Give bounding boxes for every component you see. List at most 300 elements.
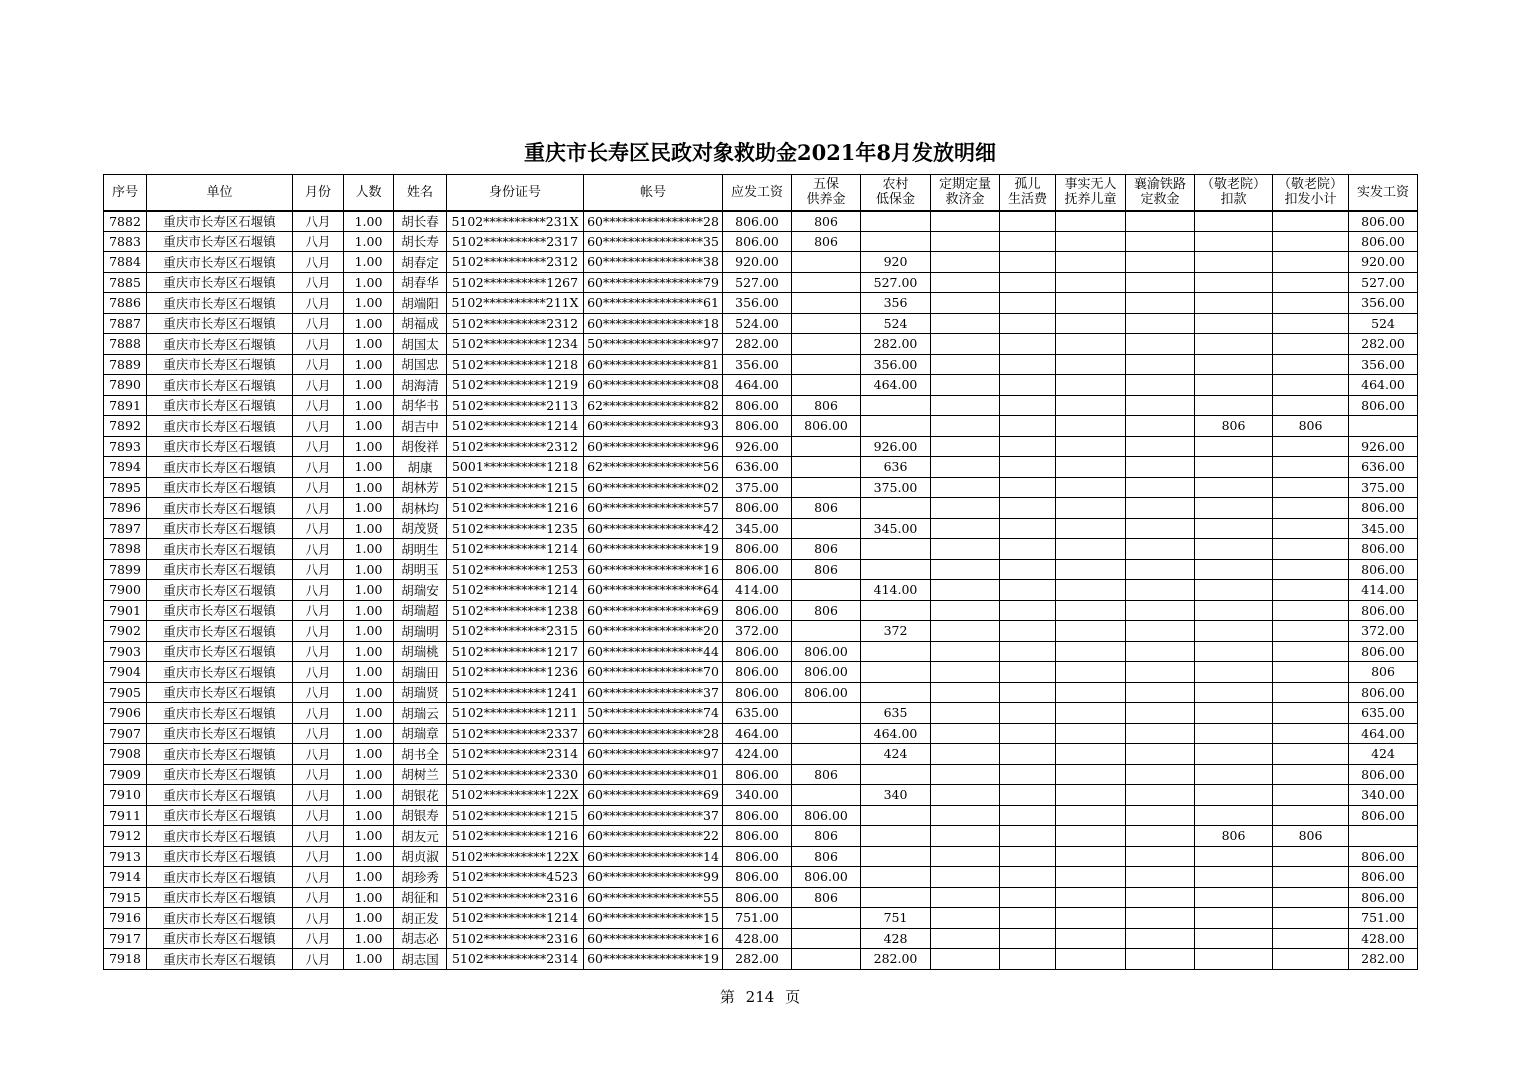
page-number-footer xyxy=(0,986,1520,1007)
table-row xyxy=(104,375,1418,396)
table-cell: 重庆市长寿区石堰镇 xyxy=(147,928,293,949)
table-cell: 7893 xyxy=(104,436,147,457)
table-cell: 5102**********1253 xyxy=(447,559,584,580)
table-cell xyxy=(792,928,861,949)
table-cell: 胡国忠 xyxy=(394,354,447,375)
table-cell: 胡华书 xyxy=(394,395,447,416)
table-cell: 5102**********1216 xyxy=(447,498,584,519)
table-cell xyxy=(792,334,861,355)
table-cell xyxy=(931,293,1000,314)
table-cell xyxy=(1000,703,1056,724)
table-cell: 527.00 xyxy=(723,272,792,293)
table-cell xyxy=(1000,805,1056,826)
table-cell xyxy=(1273,887,1349,908)
table-row xyxy=(104,744,1418,765)
table-cell: 5102**********2337 xyxy=(447,723,584,744)
relief-payment-table xyxy=(103,174,1418,970)
table-cell: 60****************44 xyxy=(584,641,723,662)
table-cell: 八月 xyxy=(293,252,344,273)
table-cell xyxy=(1126,744,1195,765)
table-row xyxy=(104,334,1418,355)
table-cell: 60****************14 xyxy=(584,846,723,867)
table-cell: 胡瑞云 xyxy=(394,703,447,724)
table-cell xyxy=(1000,375,1056,396)
table-cell: 胡树兰 xyxy=(394,764,447,785)
table-cell: 806 xyxy=(792,764,861,785)
table-cell xyxy=(931,498,1000,519)
table-cell xyxy=(931,744,1000,765)
table-cell: 7914 xyxy=(104,867,147,888)
table-cell: 636 xyxy=(861,457,931,478)
table-cell xyxy=(1000,867,1056,888)
table-cell xyxy=(1000,662,1056,683)
table-cell xyxy=(1273,457,1349,478)
column-header-line1: 月份 xyxy=(304,184,331,200)
table-cell xyxy=(1056,375,1126,396)
table-cell: 1.00 xyxy=(344,395,394,416)
table-cell: 7906 xyxy=(104,703,147,724)
table-cell xyxy=(1273,621,1349,642)
table-cell xyxy=(1000,334,1056,355)
table-cell: 806 xyxy=(792,826,861,847)
table-cell: 胡春定 xyxy=(394,252,447,273)
table-cell: 5102**********1216 xyxy=(447,826,584,847)
table-cell: 5102**********1215 xyxy=(447,805,584,826)
table-cell xyxy=(1126,252,1195,273)
page-number: 214 xyxy=(745,988,775,1006)
table-cell: 1.00 xyxy=(344,334,394,355)
table-cell: 356.00 xyxy=(723,293,792,314)
table-cell: 926.00 xyxy=(1349,436,1418,457)
table-cell: 八月 xyxy=(293,621,344,642)
table-cell xyxy=(1273,662,1349,683)
table-cell xyxy=(1273,805,1349,826)
table-cell: 7915 xyxy=(104,887,147,908)
table-cell: 62****************82 xyxy=(584,395,723,416)
table-cell xyxy=(1195,436,1273,457)
table-cell xyxy=(1273,785,1349,806)
table-cell: 1.00 xyxy=(344,539,394,560)
table-cell xyxy=(1126,498,1195,519)
table-cell: 1.00 xyxy=(344,723,394,744)
table-cell xyxy=(792,744,861,765)
table-cell: 806.00 xyxy=(1349,805,1418,826)
table-cell: 重庆市长寿区石堰镇 xyxy=(147,703,293,724)
table-cell: 5102**********1219 xyxy=(447,375,584,396)
table-cell xyxy=(931,621,1000,642)
table-cell: 7902 xyxy=(104,621,147,642)
table-cell: 胡志必 xyxy=(394,928,447,949)
table-cell: 806 xyxy=(792,559,861,580)
table-cell: 1.00 xyxy=(344,231,394,252)
table-cell xyxy=(1000,949,1056,970)
table-cell xyxy=(1126,354,1195,375)
table-cell xyxy=(1126,928,1195,949)
table-cell: 356.00 xyxy=(1349,354,1418,375)
table-cell: 八月 xyxy=(293,416,344,437)
table-cell xyxy=(861,805,931,826)
table-cell xyxy=(1195,375,1273,396)
table-cell: 7912 xyxy=(104,826,147,847)
table-cell: 751.00 xyxy=(723,908,792,929)
table-cell xyxy=(1000,272,1056,293)
table-cell: 7883 xyxy=(104,231,147,252)
table-cell xyxy=(1056,805,1126,826)
table-cell: 八月 xyxy=(293,293,344,314)
table-cell: 胡长春 xyxy=(394,211,447,232)
table-cell: 5102**********1238 xyxy=(447,600,584,621)
table-cell: 60****************37 xyxy=(584,682,723,703)
table-cell xyxy=(1056,354,1126,375)
table-cell: 806.00 xyxy=(1349,641,1418,662)
table-cell: 1.00 xyxy=(344,621,394,642)
table-cell: 806.00 xyxy=(723,826,792,847)
table-row xyxy=(104,272,1418,293)
table-cell: 926.00 xyxy=(861,436,931,457)
table-cell: 胡长寿 xyxy=(394,231,447,252)
table-cell: 7904 xyxy=(104,662,147,683)
table-cell: 7909 xyxy=(104,764,147,785)
table-cell: 胡康 xyxy=(394,457,447,478)
column-header xyxy=(147,175,293,211)
table-row xyxy=(104,354,1418,375)
table-cell xyxy=(1000,457,1056,478)
table-cell: 5102**********2317 xyxy=(447,231,584,252)
table-cell xyxy=(792,580,861,601)
table-cell: 7894 xyxy=(104,457,147,478)
table-row xyxy=(104,477,1418,498)
table-cell xyxy=(1000,498,1056,519)
table-cell xyxy=(1126,477,1195,498)
table-cell: 八月 xyxy=(293,518,344,539)
table-cell xyxy=(1126,416,1195,437)
table-cell: 806.00 xyxy=(1349,682,1418,703)
table-cell: 八月 xyxy=(293,744,344,765)
table-cell: 重庆市长寿区石堰镇 xyxy=(147,293,293,314)
column-header-line1: 序号 xyxy=(111,184,138,200)
table-cell: 60****************69 xyxy=(584,600,723,621)
table-cell: 424 xyxy=(861,744,931,765)
table-cell xyxy=(1273,334,1349,355)
table-cell: 806.00 xyxy=(723,682,792,703)
table-cell: 八月 xyxy=(293,272,344,293)
table-cell xyxy=(1056,580,1126,601)
table-cell xyxy=(1195,887,1273,908)
table-cell: 重庆市长寿区石堰镇 xyxy=(147,805,293,826)
table-cell: 八月 xyxy=(293,826,344,847)
table-cell: 重庆市长寿区石堰镇 xyxy=(147,395,293,416)
table-cell: 重庆市长寿区石堰镇 xyxy=(147,621,293,642)
table-cell xyxy=(1195,231,1273,252)
table-cell xyxy=(1273,723,1349,744)
header-row xyxy=(104,175,1418,211)
table-cell: 胡瑞桃 xyxy=(394,641,447,662)
table-cell xyxy=(931,764,1000,785)
table-cell: 7907 xyxy=(104,723,147,744)
table-cell xyxy=(1195,723,1273,744)
column-header-line2: 救济金 xyxy=(945,192,985,208)
table-cell xyxy=(1056,416,1126,437)
column-header xyxy=(1056,175,1126,211)
column-header-line1: （敬老院） xyxy=(1200,177,1266,193)
table-cell: 重庆市长寿区石堰镇 xyxy=(147,559,293,580)
table-cell: 806 xyxy=(1273,416,1349,437)
table-cell: 7898 xyxy=(104,539,147,560)
table-row xyxy=(104,518,1418,539)
table-cell: 1.00 xyxy=(344,457,394,478)
table-row xyxy=(104,887,1418,908)
table-cell xyxy=(1000,436,1056,457)
column-header xyxy=(723,175,792,211)
table-cell: 60****************42 xyxy=(584,518,723,539)
table-cell xyxy=(1000,600,1056,621)
table-cell: 7892 xyxy=(104,416,147,437)
table-cell: 八月 xyxy=(293,211,344,232)
table-cell: 7899 xyxy=(104,559,147,580)
table-cell xyxy=(1349,416,1418,437)
table-cell xyxy=(1126,313,1195,334)
table-cell xyxy=(1056,723,1126,744)
table-cell: 806.00 xyxy=(723,211,792,232)
table-cell xyxy=(931,436,1000,457)
table-cell: 八月 xyxy=(293,457,344,478)
table-cell xyxy=(1126,641,1195,662)
table-cell: 重庆市长寿区石堰镇 xyxy=(147,846,293,867)
table-cell: 胡银寿 xyxy=(394,805,447,826)
table-cell: 7910 xyxy=(104,785,147,806)
table-cell: 282.00 xyxy=(723,949,792,970)
table-cell: 356.00 xyxy=(861,354,931,375)
table-cell: 7885 xyxy=(104,272,147,293)
table-cell: 806.00 xyxy=(1349,764,1418,785)
column-header xyxy=(1273,175,1349,211)
table-cell: 胡珍秀 xyxy=(394,867,447,888)
table-cell xyxy=(931,846,1000,867)
table-cell xyxy=(792,518,861,539)
table-row xyxy=(104,621,1418,642)
table-cell: 胡友元 xyxy=(394,826,447,847)
table-cell: 414.00 xyxy=(723,580,792,601)
table-cell: 5102**********2315 xyxy=(447,621,584,642)
table-cell: 60****************18 xyxy=(584,313,723,334)
table-cell: 八月 xyxy=(293,600,344,621)
table-cell: 806.00 xyxy=(723,600,792,621)
table-cell: 926.00 xyxy=(723,436,792,457)
table-cell: 胡书全 xyxy=(394,744,447,765)
table-cell xyxy=(1000,231,1056,252)
table-cell xyxy=(1000,252,1056,273)
table-cell: 1.00 xyxy=(344,436,394,457)
table-cell: 372 xyxy=(861,621,931,642)
table-cell: 806.00 xyxy=(723,641,792,662)
table-cell xyxy=(1195,846,1273,867)
table-cell: 920 xyxy=(861,252,931,273)
table-row xyxy=(104,457,1418,478)
table-cell xyxy=(1273,293,1349,314)
table-cell: 5102**********1214 xyxy=(447,908,584,929)
table-cell xyxy=(1056,928,1126,949)
table-cell xyxy=(1126,395,1195,416)
table-cell: 345.00 xyxy=(1349,518,1418,539)
table-cell xyxy=(931,231,1000,252)
column-header xyxy=(344,175,394,211)
table-cell: 重庆市长寿区石堰镇 xyxy=(147,375,293,396)
table-cell: 胡林芳 xyxy=(394,477,447,498)
table-cell xyxy=(1056,211,1126,232)
table-cell: 八月 xyxy=(293,949,344,970)
table-cell xyxy=(1000,908,1056,929)
table-cell xyxy=(792,457,861,478)
table-cell: 806.00 xyxy=(723,395,792,416)
table-row xyxy=(104,436,1418,457)
table-row xyxy=(104,600,1418,621)
table-cell: 重庆市长寿区石堰镇 xyxy=(147,641,293,662)
table-cell: 636.00 xyxy=(1349,457,1418,478)
table-cell: 806.00 xyxy=(723,764,792,785)
table-cell xyxy=(1195,539,1273,560)
table-cell: 282.00 xyxy=(723,334,792,355)
table-cell: 八月 xyxy=(293,313,344,334)
table-cell xyxy=(1195,600,1273,621)
table-cell xyxy=(1273,498,1349,519)
table-cell xyxy=(1195,313,1273,334)
table-cell xyxy=(1126,600,1195,621)
table-cell: 重庆市长寿区石堰镇 xyxy=(147,518,293,539)
table-cell: 464.00 xyxy=(723,723,792,744)
table-row xyxy=(104,723,1418,744)
table-cell xyxy=(1195,354,1273,375)
table-cell xyxy=(1056,703,1126,724)
table-cell: 重庆市长寿区石堰镇 xyxy=(147,580,293,601)
table-cell xyxy=(1056,600,1126,621)
table-cell: 7895 xyxy=(104,477,147,498)
table-cell: 428.00 xyxy=(723,928,792,949)
table-cell: 60****************28 xyxy=(584,211,723,232)
table-cell xyxy=(1000,887,1056,908)
table-cell: 428.00 xyxy=(1349,928,1418,949)
table-cell: 胡征和 xyxy=(394,887,447,908)
table-cell: 60****************99 xyxy=(584,867,723,888)
table-cell xyxy=(1126,908,1195,929)
table-cell: 重庆市长寿区石堰镇 xyxy=(147,416,293,437)
table-cell xyxy=(1056,395,1126,416)
table-cell xyxy=(1000,313,1056,334)
table-cell: 1.00 xyxy=(344,744,394,765)
table-cell xyxy=(1126,846,1195,867)
table-cell: 372.00 xyxy=(1349,621,1418,642)
table-cell: 5102**********1234 xyxy=(447,334,584,355)
table-cell xyxy=(1273,764,1349,785)
table-row xyxy=(104,682,1418,703)
table-cell: 1.00 xyxy=(344,272,394,293)
table-cell xyxy=(861,559,931,580)
table-cell: 八月 xyxy=(293,703,344,724)
table-cell: 胡茂贤 xyxy=(394,518,447,539)
table-cell: 八月 xyxy=(293,908,344,929)
table-cell: 356.00 xyxy=(723,354,792,375)
table-cell xyxy=(931,539,1000,560)
column-header-line1: 应发工资 xyxy=(730,184,783,200)
table-cell: 胡瑞超 xyxy=(394,600,447,621)
table-cell xyxy=(1195,395,1273,416)
table-cell xyxy=(1126,887,1195,908)
table-cell: 806.00 xyxy=(792,805,861,826)
table-cell: 重庆市长寿区石堰镇 xyxy=(147,334,293,355)
table-cell xyxy=(931,518,1000,539)
table-cell xyxy=(931,477,1000,498)
table-cell: 重庆市长寿区石堰镇 xyxy=(147,867,293,888)
table-cell xyxy=(1056,231,1126,252)
table-cell xyxy=(1273,518,1349,539)
table-cell: 重庆市长寿区石堰镇 xyxy=(147,354,293,375)
table-cell xyxy=(931,334,1000,355)
table-cell: 5102**********1214 xyxy=(447,416,584,437)
table-cell: 524 xyxy=(1349,313,1418,334)
table-cell: 胡瑞田 xyxy=(394,662,447,683)
table-cell: 806 xyxy=(792,846,861,867)
table-cell xyxy=(792,621,861,642)
table-cell: 806.00 xyxy=(1349,887,1418,908)
table-cell: 60****************19 xyxy=(584,949,723,970)
table-cell: 5102**********2330 xyxy=(447,764,584,785)
table-cell: 重庆市长寿区石堰镇 xyxy=(147,477,293,498)
table-cell xyxy=(1126,293,1195,314)
table-cell xyxy=(1000,559,1056,580)
table-cell: 464.00 xyxy=(861,375,931,396)
table-cell: 282.00 xyxy=(861,949,931,970)
table-cell: 胡明玉 xyxy=(394,559,447,580)
table-cell: 重庆市长寿区石堰镇 xyxy=(147,826,293,847)
table-cell: 806.00 xyxy=(1349,846,1418,867)
table-cell: 重庆市长寿区石堰镇 xyxy=(147,764,293,785)
table-cell: 806 xyxy=(1195,826,1273,847)
table-cell xyxy=(1273,744,1349,765)
table-cell: 7882 xyxy=(104,211,147,232)
table-cell xyxy=(931,313,1000,334)
table-cell xyxy=(1126,805,1195,826)
table-cell: 60****************16 xyxy=(584,559,723,580)
table-row xyxy=(104,559,1418,580)
table-cell: 7891 xyxy=(104,395,147,416)
table-cell: 重庆市长寿区石堰镇 xyxy=(147,436,293,457)
table-cell xyxy=(1273,539,1349,560)
table-cell xyxy=(861,600,931,621)
table-cell: 八月 xyxy=(293,928,344,949)
table-cell xyxy=(792,252,861,273)
column-header xyxy=(931,175,1000,211)
table-cell: 1.00 xyxy=(344,559,394,580)
table-row xyxy=(104,928,1418,949)
table-cell xyxy=(1126,867,1195,888)
table-cell: 7908 xyxy=(104,744,147,765)
table-cell xyxy=(1056,436,1126,457)
table-cell: 5102**********1267 xyxy=(447,272,584,293)
table-cell xyxy=(931,805,1000,826)
table-cell: 7916 xyxy=(104,908,147,929)
table-cell: 5102**********122X xyxy=(447,785,584,806)
table-cell: 5102**********2314 xyxy=(447,949,584,970)
table-cell: 60****************38 xyxy=(584,252,723,273)
table-cell: 920.00 xyxy=(723,252,792,273)
table-cell: 胡银花 xyxy=(394,785,447,806)
table-cell xyxy=(931,887,1000,908)
table-cell: 527.00 xyxy=(1349,272,1418,293)
table-cell: 1.00 xyxy=(344,949,394,970)
table-cell: 5102**********2312 xyxy=(447,252,584,273)
table-cell xyxy=(1273,908,1349,929)
table-row xyxy=(104,949,1418,970)
table-cell xyxy=(931,252,1000,273)
